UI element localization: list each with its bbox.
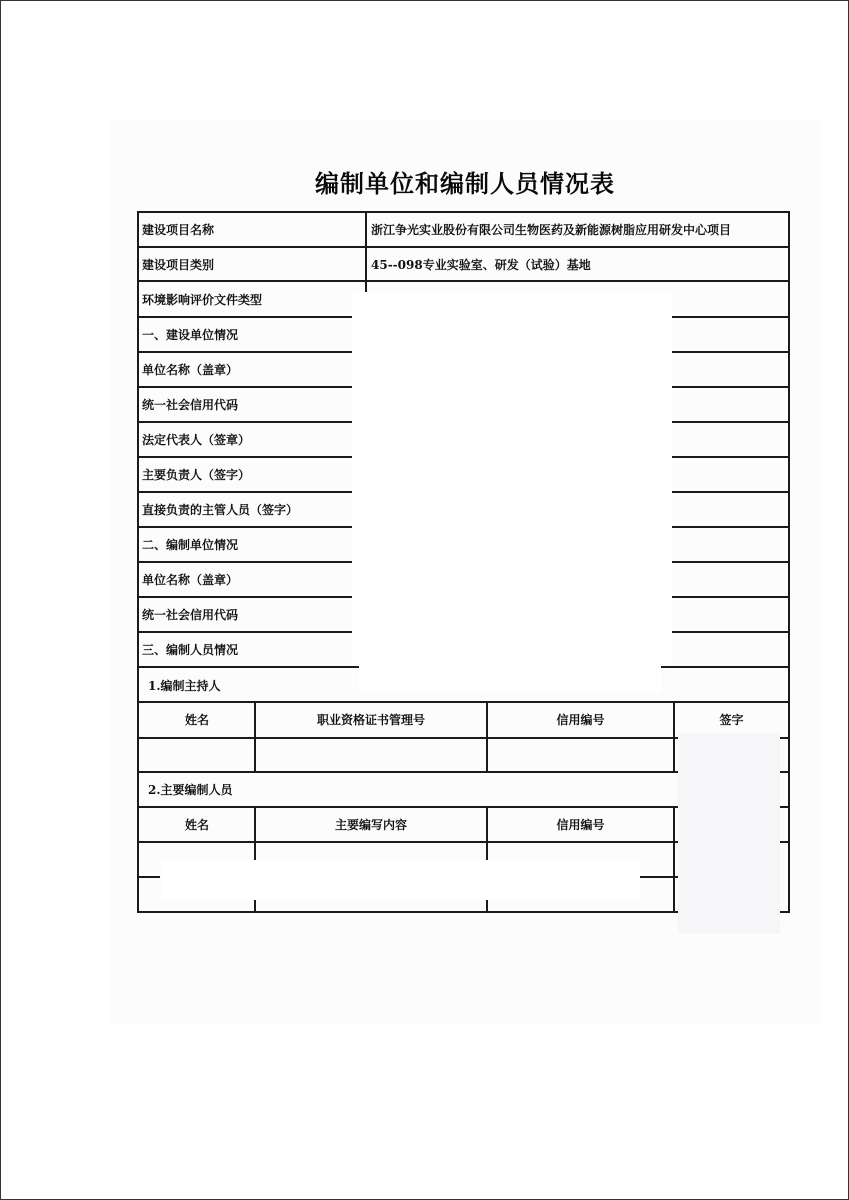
section-heading-compilation-staff: 三、编制人员情况 xyxy=(142,643,239,657)
section-heading-construction-unit: 一、建设单位情况 xyxy=(142,328,239,342)
host-subheading: 1.编制主持人 xyxy=(148,679,221,693)
table-top-border xyxy=(138,211,790,213)
staff-col-main-content: 主要编写内容 xyxy=(334,818,407,832)
document-title: 编制单位和编制人员情况表 xyxy=(315,169,615,198)
project-name-label: 建设项目名称 xyxy=(142,223,215,237)
direct-supervisor-label: 直接负责的主管人员（签字） xyxy=(142,503,299,517)
redacted-area xyxy=(359,666,661,692)
project-name-value: 浙江争光实业股份有限公司生物医药及新能源树脂应用研发中心项目 xyxy=(371,223,732,237)
compilation-unit-credit-code-label: 统一社会信用代码 xyxy=(142,608,239,622)
staff-col-credit-number: 信用编号 xyxy=(556,818,605,832)
staff-col-name: 姓名 xyxy=(184,818,209,832)
staff-subheading: 2.主要编制人员 xyxy=(148,783,233,797)
compilation-unit-name-label: 单位名称（盖章） xyxy=(142,573,239,587)
project-category-label: 建设项目类别 xyxy=(142,258,215,272)
legal-representative-label: 法定代表人（签章） xyxy=(142,433,251,447)
host-col-certificate-number: 职业资格证书管理号 xyxy=(316,713,425,727)
host-col-signature: 签字 xyxy=(719,713,744,727)
project-category-value: 45--098专业实验室、研发（试验）基地 xyxy=(371,258,591,272)
principal-person-label: 主要负责人（签字） xyxy=(142,468,251,482)
table-right-border xyxy=(788,211,790,913)
construction-unit-name-label: 单位名称（盖章） xyxy=(142,363,239,377)
row-divider xyxy=(138,246,790,248)
redacted-area xyxy=(352,292,672,666)
redacted-signature-area xyxy=(678,733,780,934)
redacted-area xyxy=(162,860,640,900)
staff-column-divider xyxy=(673,806,675,911)
eia-document-type-label: 环境影响评价文件类型 xyxy=(142,293,263,307)
host-col-credit-number: 信用编号 xyxy=(556,713,605,727)
row-divider-partial xyxy=(138,876,160,878)
row-divider xyxy=(138,701,790,703)
section-heading-compilation-unit: 二、编制单位情况 xyxy=(142,538,239,552)
host-col-name: 姓名 xyxy=(184,713,209,727)
row-divider xyxy=(138,280,790,282)
construction-unit-credit-code-label: 统一社会信用代码 xyxy=(142,398,239,412)
table-left-border xyxy=(137,211,139,913)
